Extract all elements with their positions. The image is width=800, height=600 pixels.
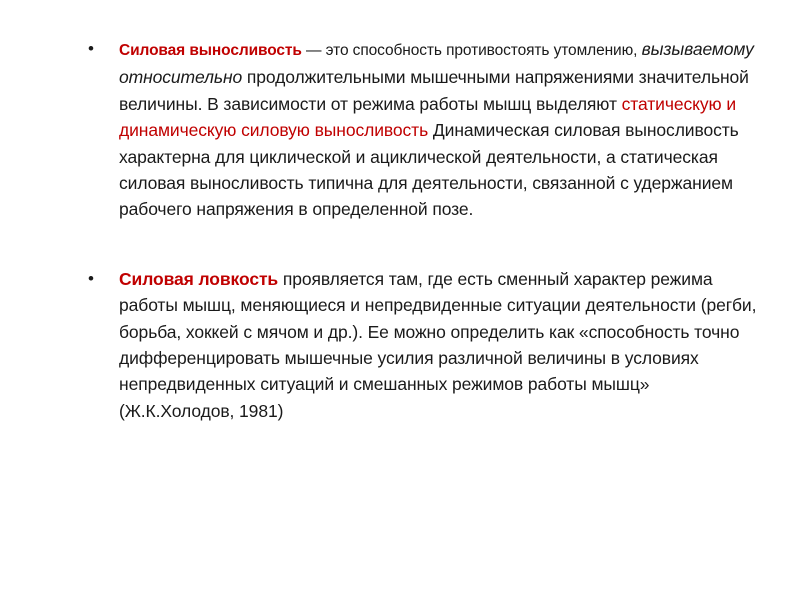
bullet-icon: •: [88, 268, 94, 288]
highlight-static-dynamic: статическую и динамическую силовую выносливость: [119, 93, 736, 141]
bullet-list: [88, 36, 768, 424]
definition-tail: Динамическая силовая выносливость характерна для циклической и ациклической деятельности, а статическая силовая выносливость типична для деятельности, связанной с удержанием рабочего напряжения в определенной позе.: [119, 120, 739, 220]
definition-italic: вызываемому относительно: [119, 39, 754, 88]
agility-text: проявляется там, где есть сменный характер режима работы мышц, меняющиеся и непредвиденные ситуации деятельности (регби, борьба, хоккей с мячом и др.). Ее можно определить как «способность точно дифференцировать мышечные усилия различной величины в условиях непредвиденных ситуаций и смешанных режимов работы мышц» (Ж.К.Холодов, 1981): [119, 268, 757, 421]
definition-part-b: продолжительными мышечными напряжениями значительной величины. В зависимости от режима работы мышц выделяют: [119, 67, 749, 114]
bullet-icon: •: [88, 39, 94, 58]
definition-part-a: — это способность противостоять утомлению,: [301, 42, 642, 59]
term-strength-agility: Силовая ловкость: [119, 268, 279, 289]
bullet-strength-endurance: [88, 36, 768, 223]
term-strength-endurance: Силовая выносливость: [119, 42, 302, 59]
bullet-strength-agility: [88, 266, 768, 424]
